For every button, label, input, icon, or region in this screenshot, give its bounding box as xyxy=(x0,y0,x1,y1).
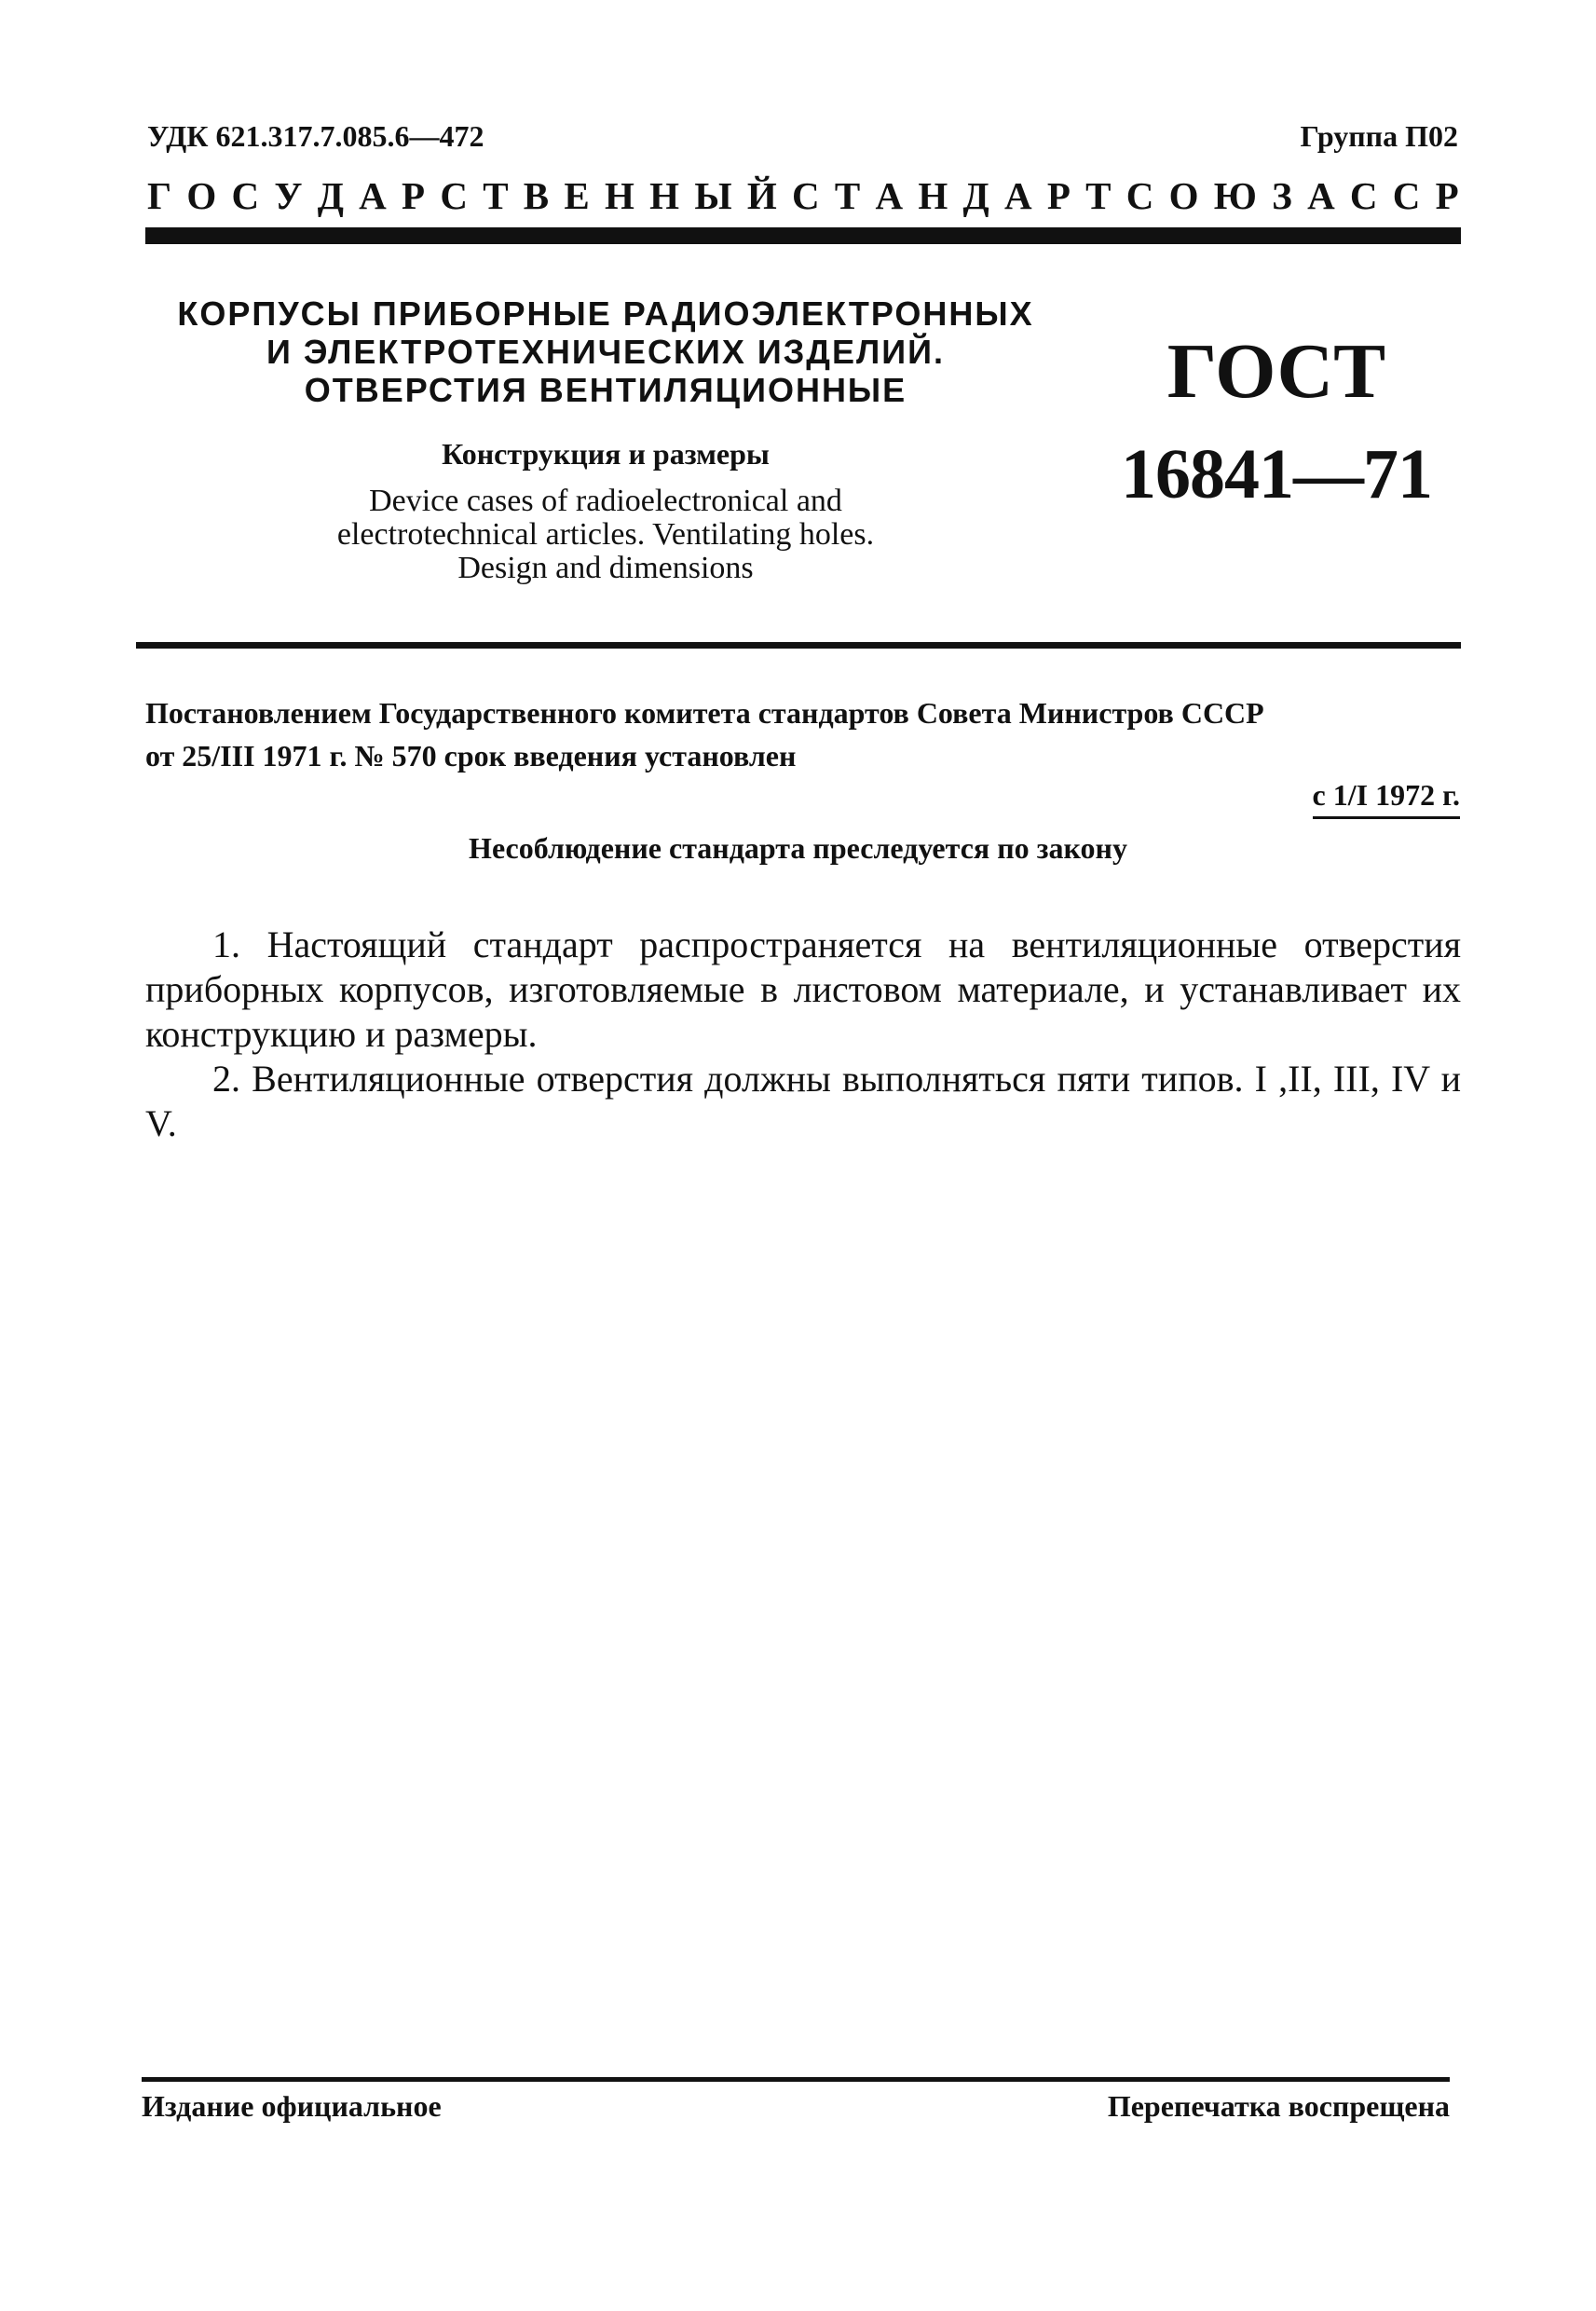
title-line: КОРПУСЫ ПРИБОРНЫЕ РАДИОЭЛЕКТРОННЫХ xyxy=(177,294,1034,333)
footer-official-edition: Издание официальное xyxy=(142,2089,442,2123)
state-standard-letter: З xyxy=(1272,174,1292,217)
state-standard-letter: Р xyxy=(402,174,426,217)
state-standard-letter: А xyxy=(875,174,904,217)
state-standard-letter: Н xyxy=(918,174,948,217)
resolution-line: от 25/III 1971 г. № 570 срок введения установлен xyxy=(145,739,797,773)
state-standard-letter: Й xyxy=(746,174,777,217)
header-divider xyxy=(145,227,1461,244)
udk-code: УДК 621.317.7.085.6—472 xyxy=(147,119,484,153)
state-standard-letter: А xyxy=(1307,174,1335,217)
state-standard-letter: Р xyxy=(1046,174,1071,217)
group-code: Группа П02 xyxy=(1300,119,1458,153)
state-standard-letter: А xyxy=(359,174,387,217)
state-standard-letter: Г xyxy=(147,174,172,217)
paragraph-2: 2. Вентиляционные отверстия должны выполняться пяти типов. I ,II, III, IV и V. xyxy=(145,1058,1461,1144)
state-standard-letter: С xyxy=(1392,174,1421,217)
subtitle: Конструкция и размеры xyxy=(442,437,770,471)
state-standard-letter: Е xyxy=(564,174,590,217)
title-divider xyxy=(136,642,1461,649)
gost-number: 16841—71 xyxy=(1121,435,1432,513)
state-standard-letter: Н xyxy=(605,174,634,217)
state-standard-letter: С xyxy=(792,174,820,217)
effective-date: с 1/I 1972 г. xyxy=(1313,778,1460,819)
state-standard-letter: Д xyxy=(962,174,989,217)
state-standard-letter: А xyxy=(1003,174,1032,217)
title-line: ОТВЕРСТИЯ ВЕНТИЛЯЦИОННЫЕ xyxy=(304,371,907,409)
state-standard-letter: С xyxy=(231,174,260,217)
title-block xyxy=(149,294,1062,585)
state-standard-letter: Т xyxy=(834,174,861,217)
state-standard-letter: У xyxy=(274,174,303,217)
state-standard-letter: О xyxy=(1168,174,1199,217)
paragraph-1: 1. Настоящий стандарт распространяется на вентиляционные отверстия приборных корпусов, изготовляемые в листовом материале, и устанавливает их конструкцию и размеры. xyxy=(145,923,1461,1055)
title-line: И ЭЛЕКТРОТЕХНИЧЕСКИХ ИЗДЕЛИЙ. xyxy=(266,333,945,371)
footer-divider xyxy=(142,2077,1450,2082)
resolution-line: Постановлением Государственного комитета стандартов Совета Министров СССР xyxy=(145,696,1264,730)
state-standard-letter: Т xyxy=(483,174,509,217)
law-notice: Несоблюдение стандарта преследуется по закону xyxy=(469,831,1127,865)
state-standard-letter: В xyxy=(523,174,550,217)
footer-reprint-notice: Перепечатка воспрещена xyxy=(1107,2089,1450,2123)
state-standard-letter: С xyxy=(1125,174,1154,217)
state-standard-letter: Д xyxy=(317,174,344,217)
state-standard-letter: Н xyxy=(649,174,680,217)
state-standard-letter: С xyxy=(1349,174,1378,217)
state-standard-letter: О xyxy=(186,174,217,217)
state-standard-letter: Р xyxy=(1435,174,1459,217)
state-standard-letter: Ю xyxy=(1213,174,1257,217)
state-standard-heading xyxy=(147,173,1459,218)
english-title-line: Device cases of radioelectronical and xyxy=(369,484,842,518)
english-title-line: electrotechnical articles. Ventilating holes. xyxy=(336,517,875,552)
english-title xyxy=(149,485,1062,585)
gost-label: ГОСТ xyxy=(1166,328,1386,415)
state-standard-letter: С xyxy=(440,174,468,217)
state-standard-letter: Ы xyxy=(694,174,732,217)
english-title-line: Design and dimensions xyxy=(457,551,754,585)
state-standard-letter: Т xyxy=(1085,174,1112,217)
